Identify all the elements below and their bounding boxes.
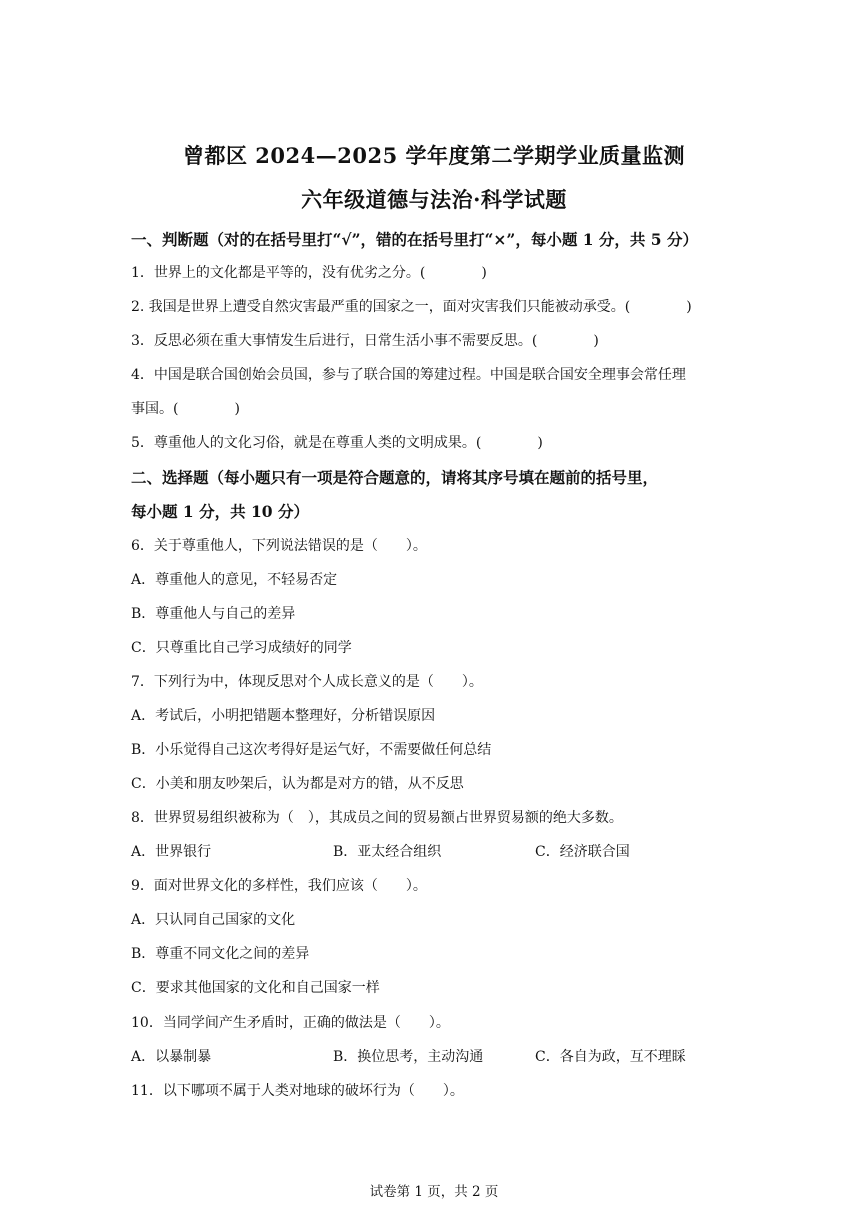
question-8-option-b: B．亚太经合组织 [333,844,442,860]
question-8: 8．世界贸易组织被称为（ ），其成员之间的贸易额占世界贸易额的绝大多数。 [131,810,623,826]
exam-subtitle: 六年级道德与法治·科学试题 [301,187,567,212]
question-2: 2. 我国是世界上遭受自然灾害最严重的国家之一，面对灾害我们只能被动承受。( ) [131,299,692,315]
question-9-option-a: A．只认同自己国家的文化 [131,912,296,928]
question-6: 6．关于尊重他人，下列说法错误的是（ ）。 [131,538,427,554]
question-10-option-b: B．换位思考，主动沟通 [333,1049,484,1065]
question-10-option-c: C．各自为政，互不理睬 [535,1049,686,1065]
question-3: 3．反思必须在重大事情发生后进行，日常生活小事不需要反思。( ) [131,333,599,349]
question-6-option-c: C．只尊重比自己学习成绩好的同学 [131,640,352,656]
page-footer: 试卷第 1 页，共 2 页 [369,1184,499,1200]
question-7-option-a: A．考试后，小明把错题本整理好，分析错误原因 [131,708,436,724]
question-6-option-b: B．尊重他人与自己的差异 [131,606,296,622]
question-8-option-a: A．世界银行 [131,844,212,860]
question-1: 1．世界上的文化都是平等的，没有优劣之分。( ) [131,265,487,281]
exam-title: 曾都区 2024—2025 学年度第二学期学业质量监测 [182,143,685,168]
question-4-line-1: 4．中国是联合国创始会员国，参与了联合国的筹建过程。中国是联合国安全理事会常任理 [131,367,686,383]
question-4-line-2: 事国。( ) [131,401,240,417]
question-7-option-c: C．小美和朋友吵架后，认为都是对方的错，从不反思 [131,776,464,792]
section-1-heading: 一、判断题（对的在括号里打“√”，错的在括号里打“×”，每小题 1 分，共 5 分） [131,230,698,249]
question-11: 11．以下哪项不属于人类对地球的破坏行为（ ）。 [131,1083,464,1099]
question-10: 10．当同学间产生矛盾时，正确的做法是（ ）。 [131,1015,450,1031]
question-8-option-c: C．经济联合国 [535,844,630,860]
section-2-heading-line-1: 二、选择题（每小题只有一项是符合题意的，请将其序号填在题前的括号里， [131,468,659,487]
question-9-option-b: B．尊重不同文化之间的差异 [131,946,310,962]
question-7-option-b: B．小乐觉得自己这次考得好是运气好，不需要做任何总结 [131,742,492,758]
question-9: 9．面对世界文化的多样性，我们应该（ ）。 [131,878,427,894]
question-9-option-c: C．要求其他国家的文化和自己国家一样 [131,980,380,996]
question-6-option-a: A．尊重他人的意见，不轻易否定 [131,572,338,588]
question-5: 5．尊重他人的文化习俗，就是在尊重人类的文明成果。( ) [131,435,543,451]
section-2-heading-line-2: 每小题 1 分，共 10 分） [131,502,309,521]
question-7: 7．下列行为中，体现反思对个人成长意义的是（ ）。 [131,674,483,690]
question-10-option-a: A．以暴制暴 [131,1049,212,1065]
